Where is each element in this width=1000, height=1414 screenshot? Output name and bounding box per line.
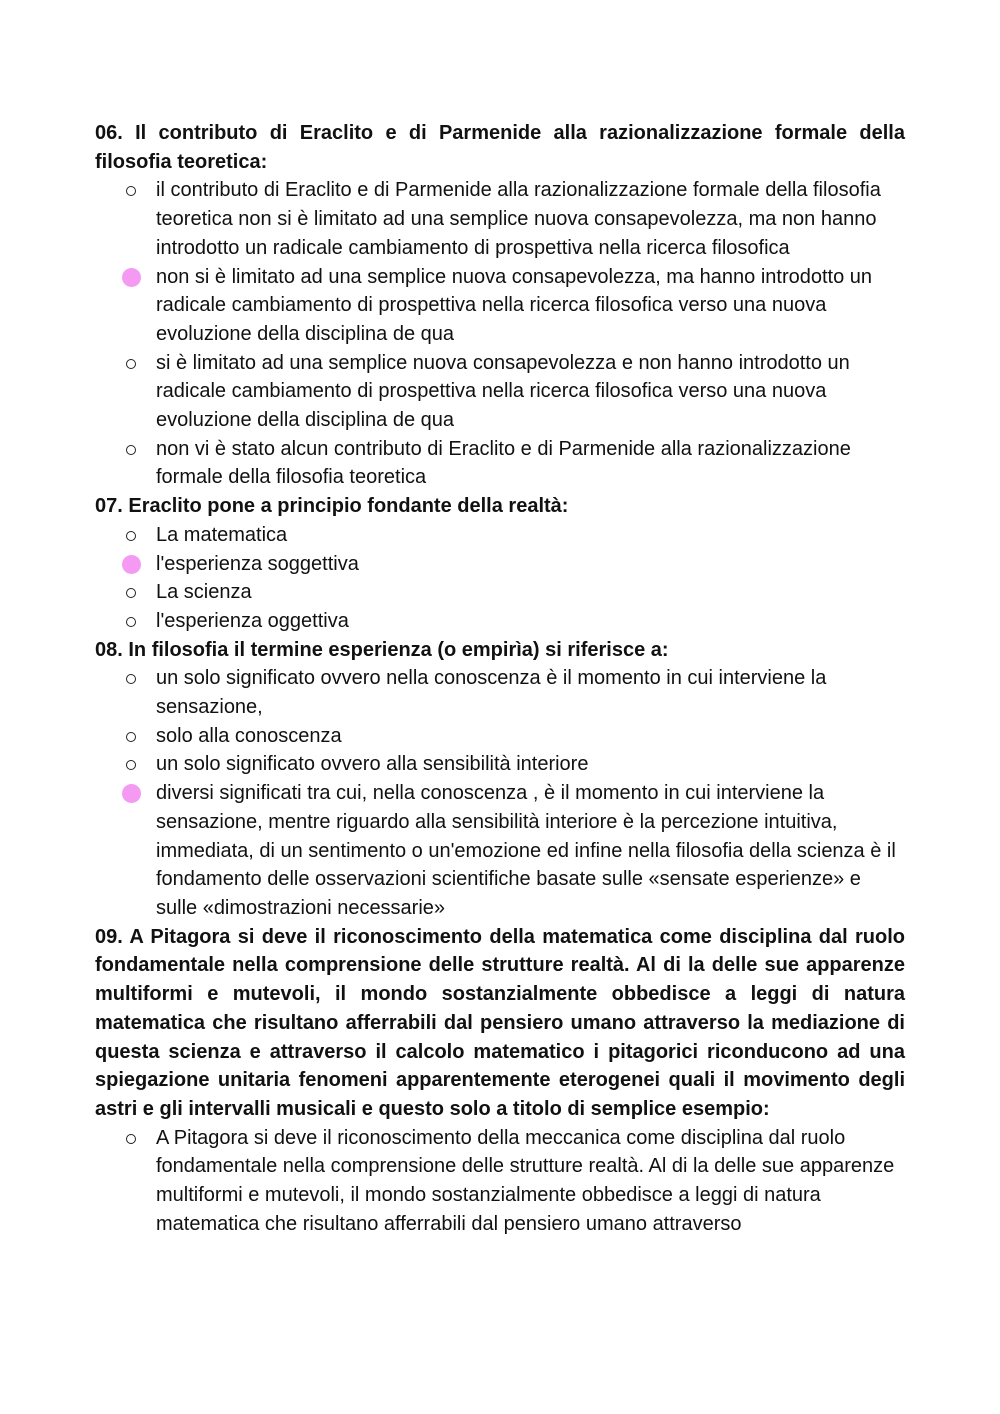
circle-bullet-icon xyxy=(95,1124,156,1153)
option-text: La scienza xyxy=(156,581,252,604)
option-text: un solo significato ovvero nella conoscenza è il momento in cui interviene la sensazione, xyxy=(156,667,827,719)
document-page xyxy=(95,119,905,1238)
option-item[interactable] xyxy=(95,263,905,349)
question-title: 06. Il contributo di Eraclito e di Parmenide alla razionalizzazione formale della filosofia teoretica: xyxy=(95,122,905,173)
option-item[interactable] xyxy=(95,521,905,550)
option-text: non si è limitato ad una semplice nuova consapevolezza, ma hanno introdotto un radicale cambiamento di prospettiva nella ricerca filosofica verso una nuova evoluzione della disciplina de qua xyxy=(156,265,873,345)
option-text: si è limitato ad una semplice nuova consapevolezza e non hanno introdotto un radicale cambiamento di prospettiva nella ricerca filosofica verso una nuova evoluzione della disciplina de qua xyxy=(156,351,850,432)
question-block xyxy=(95,119,905,492)
option-item[interactable] xyxy=(95,722,905,751)
option-item[interactable] xyxy=(95,1124,905,1239)
option-text: solo alla conoscenza xyxy=(156,724,342,747)
selected-dot-icon xyxy=(95,550,156,579)
circle-bullet-icon xyxy=(95,176,156,205)
question-block xyxy=(95,492,905,636)
option-item[interactable] xyxy=(95,550,905,579)
circle-bullet-icon xyxy=(95,664,156,693)
option-text: non vi è stato alcun contributo di Eraclito e di Parmenide alla razionalizzazione formale della filosofia teoretica xyxy=(156,437,851,489)
question-title: 09. A Pitagora si deve il riconoscimento della matematica come disciplina dal ruolo fondamentale nella comprensione delle strutture realtà. Al di la delle sue apparenze multiformi e mutevoli, il mondo sostanzialmente obbedisce a leggi di natura matematica che risultano afferrabili dal pensiero umano attraverso la mediazione di questa scienza e attraverso il calcolo matematico i pitagorici riconducono ad una spiegazione unitaria fenomeni apparentemente eterogenei quali il movimento degli astri e gli intervalli musicali e questo solo a titolo di semplice esempio: xyxy=(95,925,905,1120)
question-block xyxy=(95,923,905,1239)
option-item[interactable] xyxy=(95,607,905,636)
question-title: 07. Eraclito pone a principio fondante della realtà: xyxy=(95,495,569,518)
option-list xyxy=(95,664,905,922)
option-text: il contributo di Eraclito e di Parmenide alla razionalizzazione formale della filosofia teoretica non si è limitato ad una semplice nuova consapevolezza, ma non hanno introdotto un radicale cambiamento di prospettiva nella ricerca filosofica xyxy=(156,179,881,259)
circle-bullet-icon xyxy=(95,349,156,378)
option-text: l'esperienza soggettiva xyxy=(156,552,359,575)
selected-dot-icon xyxy=(95,779,156,808)
circle-bullet-icon xyxy=(95,435,156,464)
option-item[interactable] xyxy=(95,750,905,779)
option-list xyxy=(95,521,905,636)
option-text: l'esperienza oggettiva xyxy=(156,609,349,632)
option-item[interactable] xyxy=(95,176,905,262)
option-text: La matematica xyxy=(156,523,288,546)
circle-bullet-icon xyxy=(95,750,156,779)
option-text: diversi significati tra cui, nella conoscenza , è il momento in cui interviene la sensazione, mentre riguardo alla sensibilità interiore è la percezione intuitiva, immediata, di un sentimento o un'emozione ed infine nella filosofia della scienza è il fondamento delle osservazioni scientifiche basate sulle «sensate esperienze» e sulle «dimostrazioni necessarie» xyxy=(156,782,896,919)
option-list xyxy=(95,176,905,492)
option-list xyxy=(95,1124,905,1239)
option-item[interactable] xyxy=(95,779,905,923)
option-text: un solo significato ovvero alla sensibilità interiore xyxy=(156,753,589,776)
circle-bullet-icon xyxy=(95,521,156,550)
selected-dot-icon xyxy=(95,263,156,292)
option-text: A Pitagora si deve il riconoscimento della meccanica come disciplina dal ruolo fondamentale nella comprensione delle strutture realtà. Al di la delle sue apparenze multiformi e mutevoli, il mondo sostanzialmente obbedisce a leggi di natura matematica che risultano afferrabili dal pensiero umano attraverso xyxy=(156,1126,895,1235)
option-item[interactable] xyxy=(95,435,905,492)
circle-bullet-icon xyxy=(95,578,156,607)
option-item[interactable] xyxy=(95,578,905,607)
circle-bullet-icon xyxy=(95,607,156,636)
question-block xyxy=(95,636,905,923)
circle-bullet-icon xyxy=(95,722,156,751)
question-title: 08. In filosofia il termine esperienza (o empirìa) si riferisce a: xyxy=(95,638,669,661)
option-item[interactable] xyxy=(95,349,905,435)
option-item[interactable] xyxy=(95,664,905,721)
